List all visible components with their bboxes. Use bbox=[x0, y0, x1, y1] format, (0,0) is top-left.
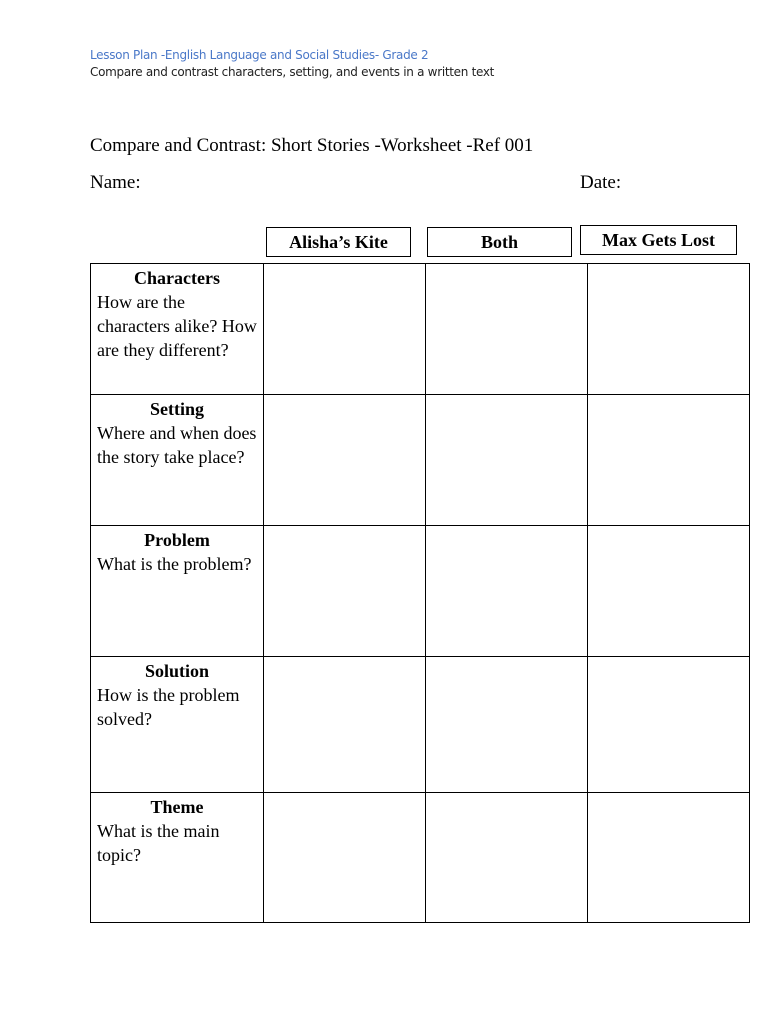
row-title: Characters bbox=[134, 268, 220, 288]
lesson-plan-header: Lesson Plan -English Language and Social Studies- Grade 2 bbox=[90, 48, 429, 62]
row-question: What is the problem? bbox=[97, 554, 252, 574]
table-row-theme bbox=[91, 793, 750, 923]
answer-cell-max-gets-lost[interactable] bbox=[588, 793, 750, 923]
column-header-alishas-kite: Alisha’s Kite bbox=[266, 227, 411, 257]
answer-cell-both[interactable] bbox=[426, 395, 588, 526]
table-row-characters bbox=[91, 264, 750, 395]
name-label: Name: bbox=[90, 172, 141, 193]
row-question: Where and when does the story take place? bbox=[97, 423, 257, 467]
column-header-max-gets-lost: Max Gets Lost bbox=[580, 225, 737, 255]
row-question: How are the characters alike? How are they different? bbox=[97, 292, 257, 360]
row-question: What is the main topic? bbox=[97, 821, 220, 865]
row-label-cell bbox=[91, 264, 264, 395]
row-label-cell bbox=[91, 526, 264, 657]
row-question: How is the problem solved? bbox=[97, 685, 240, 729]
answer-cell-both[interactable] bbox=[426, 657, 588, 793]
row-title: Solution bbox=[144, 661, 210, 681]
row-title: Setting bbox=[150, 399, 204, 419]
answer-cell-max-gets-lost[interactable] bbox=[588, 657, 750, 793]
row-label-cell bbox=[91, 395, 264, 526]
answer-cell-max-gets-lost[interactable] bbox=[588, 526, 750, 657]
answer-cell-both[interactable] bbox=[426, 793, 588, 923]
answer-cell-both[interactable] bbox=[426, 264, 588, 395]
answer-cell-max-gets-lost[interactable] bbox=[588, 395, 750, 526]
compare-contrast-table bbox=[90, 263, 750, 923]
table-row-setting bbox=[91, 395, 750, 526]
answer-cell-alishas-kite[interactable] bbox=[264, 395, 426, 526]
date-label: Date: bbox=[580, 172, 622, 193]
answer-cell-alishas-kite[interactable] bbox=[264, 526, 426, 657]
column-header-both: Both bbox=[427, 227, 572, 257]
answer-cell-max-gets-lost[interactable] bbox=[588, 264, 750, 395]
lesson-plan-subheader: Compare and contrast characters, setting, and events in a written text bbox=[90, 65, 495, 79]
answer-cell-alishas-kite[interactable] bbox=[264, 264, 426, 395]
row-label-cell bbox=[91, 793, 264, 923]
row-title: Theme bbox=[150, 797, 204, 817]
answer-cell-alishas-kite[interactable] bbox=[264, 657, 426, 793]
table-row-problem bbox=[91, 526, 750, 657]
answer-cell-both[interactable] bbox=[426, 526, 588, 657]
worksheet-title: Compare and Contrast: Short Stories -Worksheet -Ref 001 bbox=[90, 135, 534, 156]
row-label-cell bbox=[91, 657, 264, 793]
row-title: Problem bbox=[144, 530, 210, 550]
table-row-solution bbox=[91, 657, 750, 793]
answer-cell-alishas-kite[interactable] bbox=[264, 793, 426, 923]
